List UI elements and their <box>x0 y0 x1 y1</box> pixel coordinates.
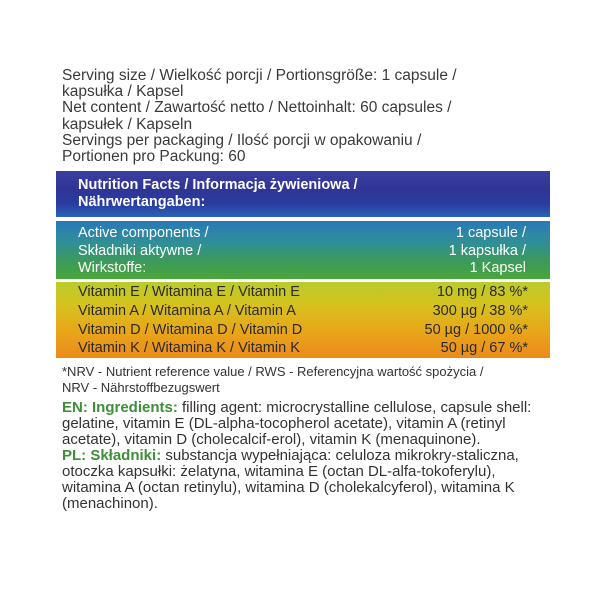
active-components-row <box>56 221 550 279</box>
ingredients-en-label: EN: Ingredients: <box>62 399 178 417</box>
vitamin-row-e <box>78 284 528 302</box>
serving-line: Serving size / Wielkość porcji / Portionsgröße: 1 capsule / <box>62 67 457 84</box>
serving-info <box>56 62 550 165</box>
nrv-line: NRV - Nährstoffbezugswert <box>62 380 220 396</box>
vitamin-row-k <box>78 340 528 358</box>
active-label-line: Wirkstoffe: <box>78 260 147 277</box>
ingredients-section <box>56 396 550 512</box>
supplement-label <box>56 62 550 562</box>
nrv-footnote <box>56 364 550 396</box>
vitamin-name: Vitamin K / Witamina K / Vitamin K <box>78 340 300 357</box>
vitamin-name: Vitamin A / Witamina A / Vitamin A <box>78 303 296 320</box>
vitamin-value: 10 mg / 83 %* <box>436 284 528 301</box>
active-components-value <box>449 225 526 278</box>
ingredients-pl <box>62 448 550 512</box>
vitamin-name: Vitamin D / Witamina D / Vitamin D <box>78 322 303 339</box>
nutrition-facts-header <box>56 171 550 217</box>
active-components-label <box>78 225 209 278</box>
active-value-line: 1 capsule / <box>455 225 526 242</box>
active-value-line: 1 kapsułka / <box>448 242 526 259</box>
vitamins-table <box>56 282 550 358</box>
facts-title: Nutrition Facts / Informacja żywieniowa / <box>78 177 358 194</box>
nrv-line: *NRV - Nutrient reference value / RWS - Referencyjna wartość spożycia / <box>62 364 484 380</box>
vitamin-row-a <box>78 303 528 321</box>
vitamin-value: 50 µg / 1000 %* <box>424 322 528 339</box>
active-label-line: Active components / <box>78 225 209 242</box>
serving-line: kapsułek / Kapseln <box>62 115 193 133</box>
ingredients-pl-text: substancja wypełniająca: celuloza mikrokry-staliczna, otoczka kapsułki: żelatyna, witamina E (octan DL-alfa-tokoferylu), witamina A (octan retinylu), witamina D (cholekalcyferol), witamina K (menachinon). <box>62 447 519 513</box>
ingredients-pl-label: PL: Składniki: <box>62 447 162 465</box>
vitamin-value: 300 µg / 38 %* <box>432 303 528 320</box>
active-value-line: 1 Kapsel <box>469 260 526 277</box>
serving-line: Servings per packaging / Ilość porcji w opakowaniu / <box>62 131 422 149</box>
serving-line: kapsułka / Kapsel <box>62 83 184 101</box>
serving-line: Portionen pro Packung: 60 <box>62 148 246 166</box>
vitamin-row-d <box>78 322 528 340</box>
active-label-line: Składniki aktywne / <box>78 242 202 259</box>
serving-line: Net content / Zawartość netto / Nettoinhalt: 60 capsules / <box>62 99 452 117</box>
vitamin-value: 50 µg / 67 %* <box>440 340 528 357</box>
ingredients-en <box>62 400 550 448</box>
facts-title: Nährwertangaben: <box>78 194 206 211</box>
ingredients-en-text: filling agent: microcrystalline cellulose, capsule shell: gelatine, vitamin E (DL-alpha-tocopherol acetate), vitamin A (retinyl acetate), vitamin D (cholecalcif-erol), vitamin K (menaquinone). <box>62 399 532 449</box>
vitamin-name: Vitamin E / Witamina E / Vitamin E <box>78 284 300 301</box>
